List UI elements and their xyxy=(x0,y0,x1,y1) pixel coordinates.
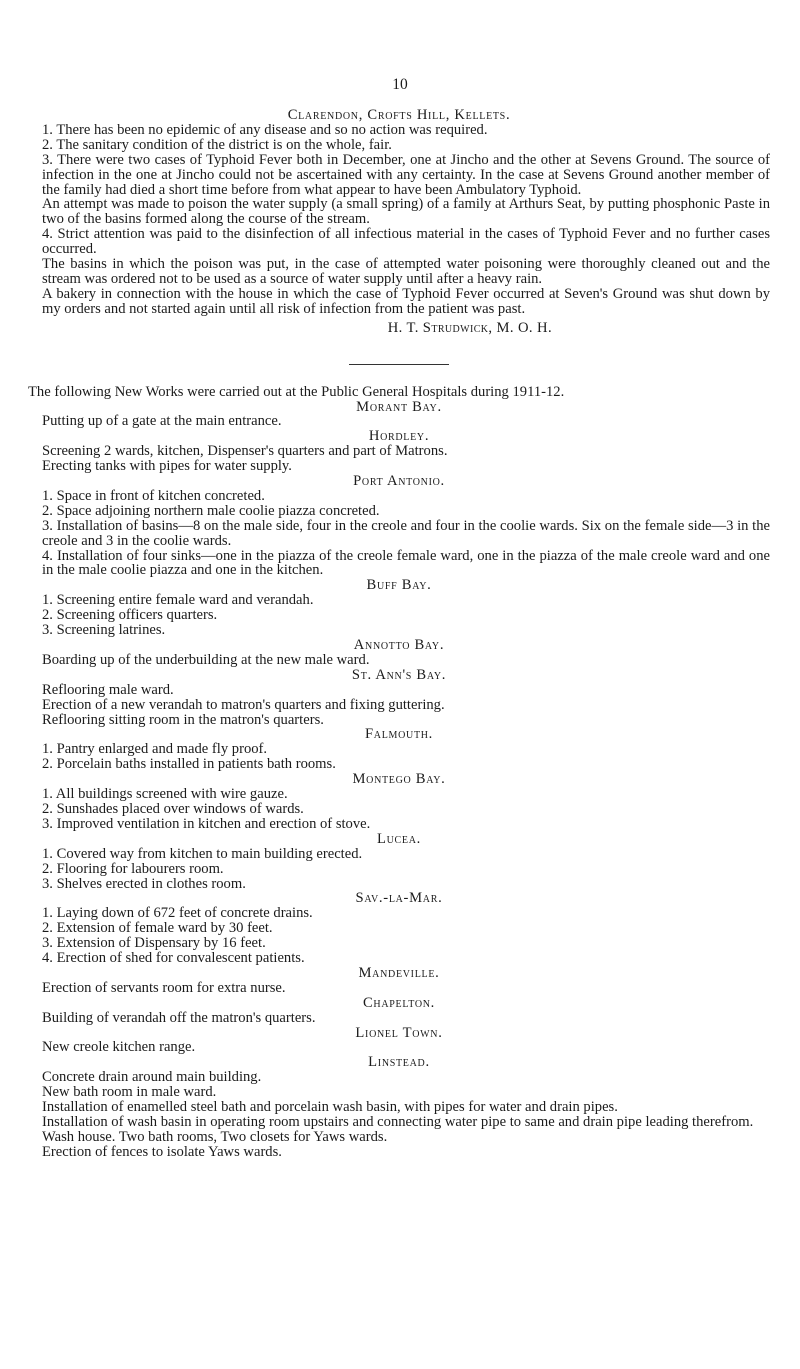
work-item: 2. Sunshades placed over windows of wards. xyxy=(42,800,304,817)
work-item: 3. Extension of Dispensary by 16 feet. xyxy=(42,935,266,952)
divider xyxy=(349,364,449,365)
hospital-section xyxy=(28,400,770,430)
hospital-section xyxy=(28,772,770,832)
work-item: 1. Covered way from kitchen to main building erected. xyxy=(42,845,363,862)
hospital-section xyxy=(28,891,770,966)
work-item: 3. Installation of basins—8 on the male side, four in the creole and four in the coolie wards. Six on the female side—3 in the creole and 3 in the coolie wards. xyxy=(42,517,770,549)
hospital-name: Morant Bay. xyxy=(356,398,442,415)
report-item: 2. The sanitary condition of the district is on the whole, fair. xyxy=(42,136,392,153)
work-item: 4. Installation of four sinks—one in the piazza of the creole female ward, one in the piazza of the male creole ward and one in the male coolie piazza and one in the kitchen. xyxy=(42,547,770,579)
hospital-name: Sav.-la-Mar. xyxy=(355,890,443,907)
work-item: New creole kitchen range. xyxy=(42,1039,196,1056)
work-item: 1. Pantry enlarged and made fly proof. xyxy=(42,741,268,758)
hospital-name: Chapelton. xyxy=(362,994,436,1011)
work-item: 1. All buildings screened with wire gauze. xyxy=(42,786,288,803)
work-item: 1. Screening entire female ward and verandah. xyxy=(42,592,314,609)
work-item: Building of verandah off the matron's quarters. xyxy=(42,1009,316,1026)
report-heading: Clarendon, Crofts Hill, Kellets. xyxy=(287,107,511,123)
report-item: An attempt was made to poison the water supply (a small spring) of a family at Arthurs Seat, by putting phosphonic Paste in two of the basins formed along the course of the stream. xyxy=(42,196,770,228)
hospital-name: Montego Bay. xyxy=(352,771,446,788)
work-item: Boarding up of the underbuilding at the new male ward. xyxy=(42,651,370,668)
work-item: Concrete drain around main building. xyxy=(42,1069,262,1086)
hospital-name: Lionel Town. xyxy=(355,1024,443,1041)
work-item: Erection of a new verandah to matron's quarters and fixing guttering. xyxy=(42,696,445,713)
hospital-section xyxy=(28,727,770,772)
work-item: 3. Shelves erected in clothes room. xyxy=(42,875,246,892)
work-item: 2. Porcelain baths installed in patients bath rooms. xyxy=(42,756,336,773)
hospital-section xyxy=(28,474,770,578)
hospital-section xyxy=(28,578,770,638)
report-item: A bakery in connection with the house in which the case of Typhoid Fever occurred at Seven's Ground was shut down by my orders and not started again until all risk of infection from the patient was past. xyxy=(42,285,770,317)
hospital-name: Port Antonio. xyxy=(353,473,445,490)
hospital-section xyxy=(28,996,770,1026)
works-intro: The following New Works were carried out at the Public General Hospitals during 1911-12. xyxy=(28,383,565,400)
work-item: 2. Extension of female ward by 30 feet. xyxy=(42,920,273,937)
hospital-section xyxy=(28,1055,770,1159)
report-items xyxy=(28,123,770,317)
document-body xyxy=(28,108,770,1160)
hospital-name: Lucea. xyxy=(377,830,421,847)
hospital-name: Mandeville. xyxy=(358,964,440,981)
hospital-section xyxy=(28,1026,770,1056)
work-item: New bath room in male ward. xyxy=(42,1084,217,1101)
hospital-section xyxy=(28,668,770,728)
work-item: 3. Screening latrines. xyxy=(42,622,166,639)
work-item: Erecting tanks with pipes for water supply. xyxy=(42,458,292,475)
work-item: Screening 2 wards, kitchen, Dispenser's quarters and part of Matrons. xyxy=(42,443,448,460)
report-item: The basins in which the poison was put, in the case of attempted water poisoning were thoroughly cleaned out and the stream was ordered not to be used as a source of water supply until after a heavy rain. xyxy=(42,256,770,287)
work-item: 2. Space adjoining northern male coolie piazza concreted. xyxy=(42,502,380,519)
work-item: 4. Erection of shed for convalescent patients. xyxy=(42,950,305,967)
work-item: 1. Laying down of 672 feet of concrete drains. xyxy=(42,905,313,922)
hospital-name: Annotto Bay. xyxy=(353,637,445,653)
hospital-name: Buff Bay. xyxy=(366,577,432,594)
work-item: Reflooring male ward. xyxy=(42,681,174,698)
work-item: 1. Space in front of kitchen concreted. xyxy=(42,487,265,504)
work-item: 2. Screening officers quarters. xyxy=(42,607,218,624)
hospital-section xyxy=(28,832,770,892)
hospital-name: St. Ann's Bay. xyxy=(351,666,447,683)
hospital-section xyxy=(28,638,770,668)
report-item: 4. Strict attention was paid to the disinfection of all infectious material in the cases of Typhoid Fever and no further cases occurred. xyxy=(42,226,770,258)
work-item: Wash house. Two bath rooms, Two closets for Yaws wards. xyxy=(42,1128,388,1145)
hospital-name: Hordley. xyxy=(368,428,430,445)
signature: H. T. Strudwick, M. O. H. xyxy=(387,319,552,336)
work-item: Installation of wash basin in operating room upstairs and connecting water pipe to same and drain pipe leading therefrom. xyxy=(42,1114,754,1130)
work-item: 2. Flooring for labourers room. xyxy=(42,860,224,877)
work-item: Putting up of a gate at the main entrance. xyxy=(42,413,282,430)
work-item: Erection of servants room for extra nurse. xyxy=(42,979,286,996)
page-number: 10 xyxy=(392,76,408,93)
work-item: 3. Improved ventilation in kitchen and erection of stove. xyxy=(42,815,371,832)
report-item: 1. There has been no epidemic of any disease and so no action was required. xyxy=(42,121,488,138)
work-item: Installation of enamelled steel bath and porcelain wash basin, with pipes for water and drain pipes. xyxy=(42,1099,618,1116)
hospital-name: Linstead. xyxy=(368,1054,430,1071)
hospital-name: Falmouth. xyxy=(364,726,434,743)
hospital-section xyxy=(28,966,770,996)
report-item: 3. There were two cases of Typhoid Fever both in December, one at Jincho and the other at Sevens Ground. The source of infection in the one at Jincho could not be ascertained with any certainty. In the case at Sevens Ground another member of the family had died a short time before from what appear to have been Ambulatory Typhoid. xyxy=(42,151,770,198)
hospital-section xyxy=(28,429,770,474)
hospital-list xyxy=(28,400,770,1160)
work-item: Erection of fences to isolate Yaws wards. xyxy=(42,1143,282,1160)
work-item: Reflooring sitting room in the matron's quarters. xyxy=(42,711,324,728)
